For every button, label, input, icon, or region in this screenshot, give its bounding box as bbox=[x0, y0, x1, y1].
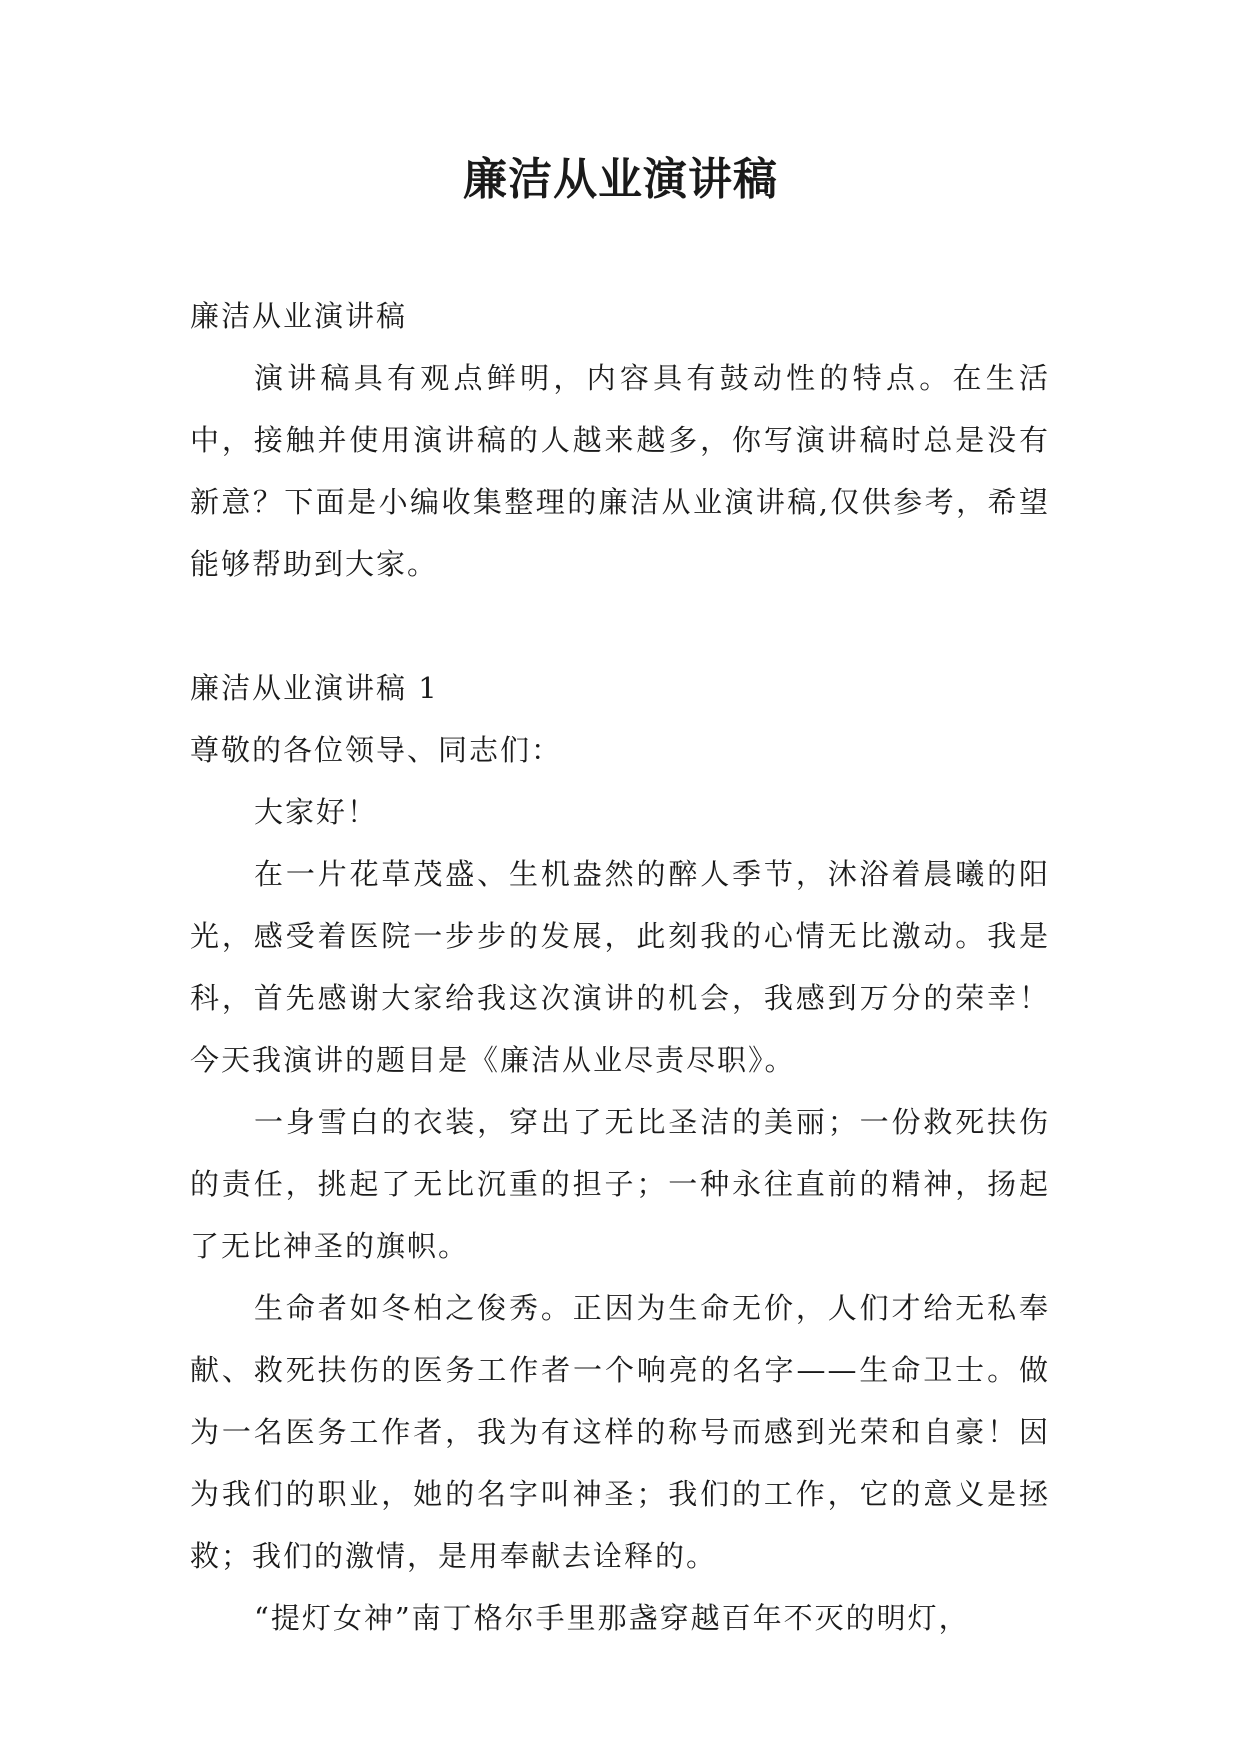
spacer bbox=[190, 595, 1050, 657]
body-paragraph: 在一片花草茂盛、生机盎然的醉人季节，沐浴着晨曦的阳光，感受着医院一步步的发展，此刻我的心情无比激动。我是科，首先感谢大家给我这次演讲的机会，我感到万分的荣幸！今天我演讲的题目是《廉洁从业尽责尽职》。 bbox=[190, 857, 1050, 1077]
intro-paragraph: 演讲稿具有观点鲜明，内容具有鼓动性的特点。在生活中，接触并使用演讲稿的人越来越多，你写演讲稿时总是没有新意？下面是小编收集整理的廉洁从业演讲稿,仅供参考，希望能够帮助到大家。 bbox=[190, 361, 1050, 581]
subtitle: 廉洁从业演讲稿 bbox=[190, 299, 408, 333]
section-heading: 廉洁从业演讲稿 1 bbox=[190, 671, 439, 705]
salutation: 尊敬的各位领导、同志们： bbox=[190, 733, 563, 767]
body-paragraph: 一身雪白的衣装，穿出了无比圣洁的美丽；一份救死扶伤的责任，挑起了无比沉重的担子；一种永往直前的精神，扬起了无比神圣的旗帜。 bbox=[190, 1105, 1050, 1263]
body-paragraph: “提灯女神”南丁格尔手里那盏穿越百年不灭的明灯， bbox=[254, 1601, 970, 1635]
document-title: 廉洁从业演讲稿 bbox=[463, 154, 778, 205]
body-paragraph: 生命者如冬柏之俊秀。正因为生命无价，人们才给无私奉献、救死扶伤的医务工作者一个响亮的名字——生命卫士。做为一名医务工作者，我为有这样的称号而感到光荣和自豪！因为我们的职业，她的名字叫神圣；我们的工作，它的意义是拯救；我们的激情，是用奉献去诠释的。 bbox=[190, 1291, 1050, 1573]
greeting: 大家好！ bbox=[254, 795, 379, 829]
document-body bbox=[190, 285, 1050, 1649]
